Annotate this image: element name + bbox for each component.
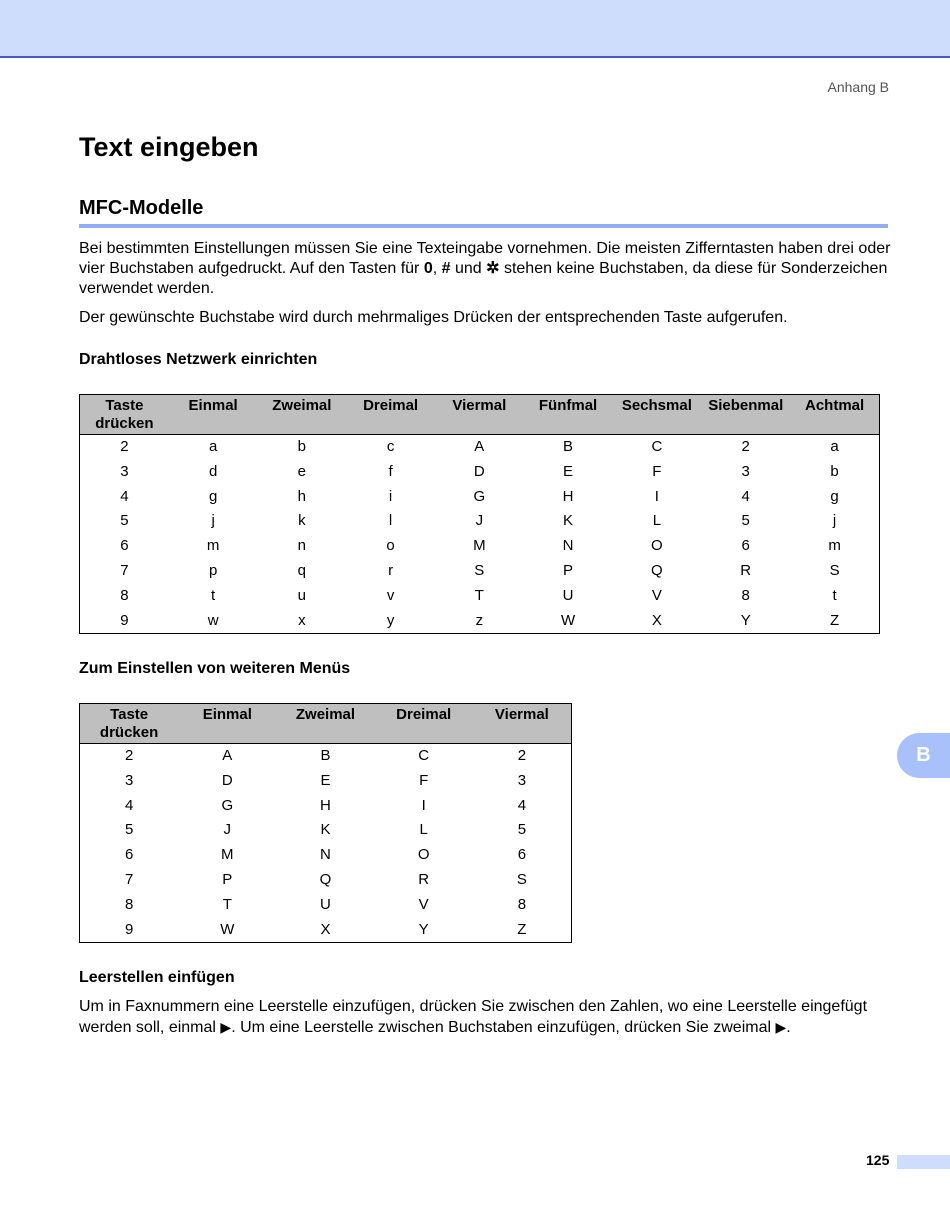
table-row <box>80 435 880 460</box>
spaces-text-2: . Um eine Leerstelle zwischen Buchstaben einzufügen, drücken Sie zweimal <box>231 1019 776 1036</box>
table-cell: 5 <box>120 512 129 530</box>
table-cell: 8 <box>517 895 527 913</box>
table-cell: Q <box>651 561 663 579</box>
table-cell: 5 <box>124 821 134 839</box>
column-header: Einmal <box>169 395 258 435</box>
table-row <box>80 609 880 634</box>
table-cell: 6 <box>741 537 750 555</box>
table-row <box>80 584 880 609</box>
table-cell: D <box>221 771 233 789</box>
table-cell: t <box>211 586 216 604</box>
column-header: Sechsmal <box>612 395 701 435</box>
table-cell: P <box>563 561 574 579</box>
table-cell: m <box>828 537 841 555</box>
table-row <box>80 744 572 769</box>
table-cell: Y <box>740 611 751 629</box>
table-cell: d <box>208 462 218 480</box>
column-header: Zweimal <box>276 704 374 744</box>
intro-sep-2: und <box>450 260 487 277</box>
table-cell: J <box>475 512 484 530</box>
table-cell: a <box>830 438 839 455</box>
key-hash: # <box>441 260 451 277</box>
table-cell: M <box>473 537 486 555</box>
column-header: Taste drücken <box>80 395 169 435</box>
right-arrow-icon: ▶ <box>775 1019 787 1035</box>
table-cell: 4 <box>120 487 129 505</box>
table-cell: 3 <box>741 462 750 480</box>
table-cell: 9 <box>120 611 129 629</box>
table-cell: Y <box>418 920 429 938</box>
table-cell: m <box>206 537 220 555</box>
wlan-heading: Drahtloses Netzwerk einrichten <box>79 351 318 368</box>
table-cell: 5 <box>517 821 527 839</box>
table-cell: l <box>388 512 393 530</box>
table-cell: n <box>297 537 306 555</box>
table-cell: Z <box>517 920 527 938</box>
table-cell: J <box>223 821 232 839</box>
table-cell: x <box>298 611 306 629</box>
table-cell: S <box>829 561 840 579</box>
table-cell: X <box>320 920 331 938</box>
table-cell: 4 <box>741 487 750 505</box>
running-header: Anhang B <box>827 79 889 95</box>
column-header: Achtmal <box>790 395 879 435</box>
column-header: Viermal <box>435 395 524 435</box>
spaces-text-1: Um in Faxnummern eine Leerstelle einzufügen, drücken Sie zwischen den Zahlen, wo eine Leerstelle eingefügt werden soll, einmal <box>79 998 868 1036</box>
menu-heading: Zum Einstellen von weiteren Menüs <box>79 660 351 677</box>
table-cell: 4 <box>124 796 134 814</box>
table-cell: b <box>830 462 839 480</box>
table-cell: U <box>320 895 331 913</box>
spaces-paragraph <box>79 997 891 1038</box>
table-cell: G <box>473 487 486 505</box>
table-cell: L <box>419 821 428 839</box>
table-cell: q <box>297 561 306 579</box>
table-cell: Q <box>319 870 332 888</box>
table-cell: I <box>421 796 426 814</box>
table-cell: i <box>388 487 393 505</box>
table-cell: K <box>563 512 574 530</box>
table-cell: U <box>562 586 574 604</box>
table-cell: 3 <box>124 771 134 789</box>
table-cell: 2 <box>517 747 527 764</box>
column-header: Taste drücken <box>80 704 179 744</box>
page-number: 125 <box>866 1152 890 1168</box>
table-cell: 6 <box>124 846 134 864</box>
table-cell: F <box>419 771 429 789</box>
table-cell: 8 <box>124 895 134 913</box>
table-cell: 2 <box>124 747 134 764</box>
table-cell: 3 <box>120 462 129 480</box>
table-cell: t <box>832 586 837 604</box>
footer-bar <box>897 1155 950 1169</box>
table-cell: A <box>222 747 233 764</box>
spaces-heading: Leerstellen einfügen <box>79 969 235 986</box>
header-band <box>0 0 950 58</box>
table-row <box>80 843 572 868</box>
table-cell: 2 <box>741 438 750 455</box>
table-cell: 8 <box>120 586 129 604</box>
table-cell: T <box>222 895 232 913</box>
table-cell: c <box>386 438 395 455</box>
table-cell: w <box>207 611 219 629</box>
table-cell: B <box>320 747 331 764</box>
table-cell: E <box>563 462 574 480</box>
table-cell: 4 <box>517 796 527 814</box>
column-header: Zweimal <box>257 395 346 435</box>
table-cell: S <box>516 870 527 888</box>
table-cell: N <box>320 846 331 864</box>
table-cell: M <box>221 846 234 864</box>
key-zero: 0 <box>423 260 433 277</box>
table-cell: G <box>221 796 234 814</box>
column-header: Siebenmal <box>701 395 790 435</box>
table-cell: B <box>563 438 574 455</box>
table-cell: b <box>297 438 306 455</box>
table-cell: 3 <box>517 771 527 789</box>
column-header: Fünfmal <box>524 395 613 435</box>
chapter-tab: B <box>897 733 950 778</box>
table-cell: o <box>386 537 395 555</box>
table-cell: C <box>651 438 663 455</box>
table-cell: 6 <box>517 846 527 864</box>
menu-key-table <box>79 703 572 943</box>
intro-text-1: Bei bestimmten Einstellungen müssen Sie eine Texteingabe vornehmen. Die meisten Zifferntasten haben drei oder vier Buchstaben aufgedruckt. Auf den Tasten für <box>79 240 891 277</box>
table-row <box>80 509 880 534</box>
column-header: Viermal <box>473 704 572 744</box>
table-cell: j <box>211 512 215 530</box>
table-cell: f <box>388 462 393 480</box>
table-cell: 5 <box>741 512 750 530</box>
intro-sep-1: , <box>432 260 442 277</box>
intro-paragraph <box>79 239 891 299</box>
table-cell: D <box>473 462 485 480</box>
letter-cycle-paragraph: Der gewünschte Buchstabe wird durch mehrmaliges Drücken der entsprechenden Taste aufgerufen. <box>79 309 788 326</box>
table-cell: y <box>386 611 395 629</box>
table-cell: R <box>418 870 430 888</box>
table-row <box>80 818 572 843</box>
table-cell: R <box>740 561 752 579</box>
table-cell: V <box>418 895 429 913</box>
table-cell: e <box>297 462 306 480</box>
table-cell: p <box>208 561 218 579</box>
table-cell: H <box>562 487 574 505</box>
right-arrow-icon: ▶ <box>220 1019 232 1035</box>
table-row <box>80 485 880 510</box>
spaces-text-3: . <box>786 1019 791 1036</box>
table-cell: h <box>297 487 306 505</box>
table-row <box>80 918 572 943</box>
table-cell: O <box>651 537 663 555</box>
table-cell: P <box>222 870 233 888</box>
table-cell: k <box>298 512 306 530</box>
key-star-icon: ✲ <box>486 260 500 277</box>
column-header: Dreimal <box>346 395 435 435</box>
table-cell: r <box>388 561 394 579</box>
table-cell: A <box>474 438 485 455</box>
table-cell: N <box>562 537 574 555</box>
table-cell: j <box>832 512 837 530</box>
table-cell: 7 <box>120 561 129 579</box>
table-cell: g <box>208 487 218 505</box>
table-cell: T <box>474 586 484 604</box>
table-cell: O <box>417 846 430 864</box>
table-cell: 7 <box>124 870 134 888</box>
table-cell: g <box>830 487 839 505</box>
table-cell: X <box>651 611 662 629</box>
section-title: MFC-Modelle <box>79 197 888 228</box>
table-cell: V <box>651 586 662 604</box>
column-header: Dreimal <box>375 704 473 744</box>
table-row <box>80 534 880 559</box>
table-cell: 2 <box>120 438 129 455</box>
table-row <box>80 559 880 584</box>
table-cell: 9 <box>124 920 134 938</box>
intro-text-2: stehen keine Buchstaben, da diese für Sonderzeichen verwendet werden. <box>79 260 888 297</box>
table-cell: z <box>475 611 484 629</box>
table-row <box>80 794 572 819</box>
table-cell: E <box>320 771 331 789</box>
table-cell: F <box>652 462 662 480</box>
wlan-key-table <box>79 394 880 634</box>
table-cell: u <box>297 586 306 604</box>
table-cell: W <box>560 611 576 629</box>
table-cell: H <box>320 796 331 814</box>
table-row <box>80 893 572 918</box>
table-cell: v <box>386 586 395 604</box>
table-cell: Z <box>830 611 840 629</box>
page-title: Text eingeben <box>79 132 259 162</box>
column-header: Einmal <box>178 704 276 744</box>
table-cell: I <box>654 487 659 505</box>
table-cell: 8 <box>741 586 750 604</box>
table-cell: K <box>320 821 331 839</box>
table-cell: W <box>220 920 235 938</box>
table-cell: a <box>208 438 218 455</box>
table-cell: 6 <box>120 537 129 555</box>
table-cell: C <box>418 747 430 764</box>
table-row <box>80 769 572 794</box>
table-row <box>80 460 880 485</box>
table-cell: L <box>652 512 662 530</box>
table-cell: S <box>474 561 485 579</box>
table-row <box>80 868 572 893</box>
